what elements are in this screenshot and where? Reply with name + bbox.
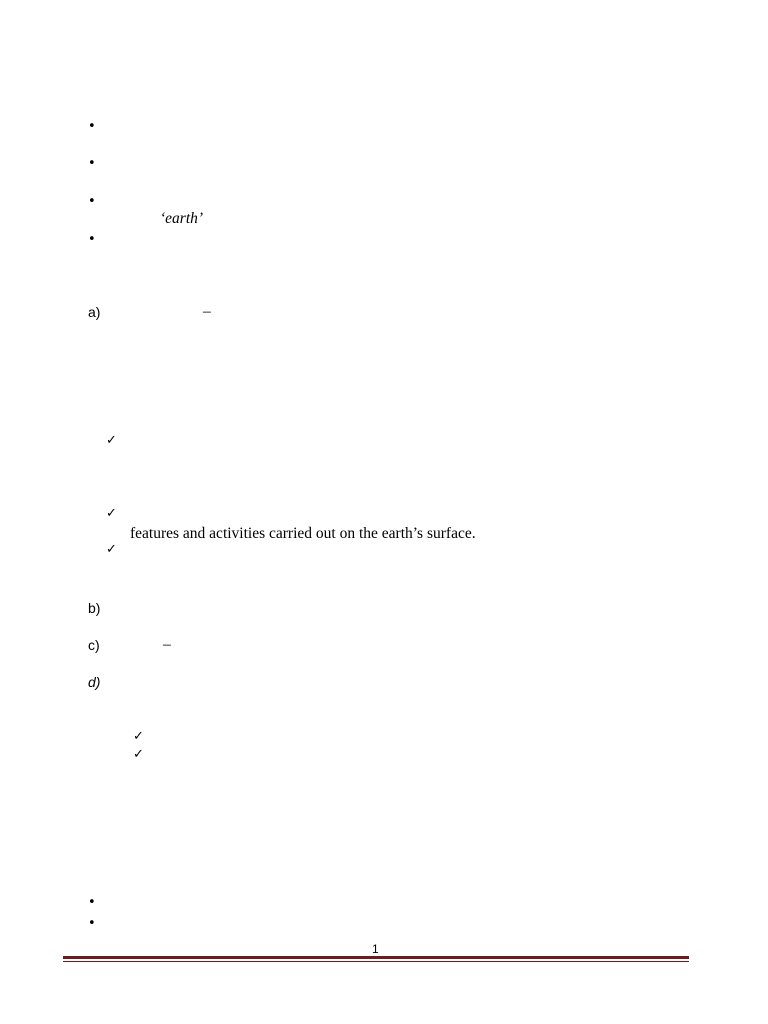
earth-quote-text: ‘earth’ — [160, 210, 204, 227]
item-c-label: c) — [88, 637, 100, 653]
item-b-label: b) — [88, 600, 101, 616]
item-a-label: a) — [88, 304, 101, 320]
item-a-dash: – — [203, 303, 211, 320]
bullet-marker: • — [88, 232, 96, 247]
bullet-marker: • — [88, 156, 96, 171]
checkmark-icon: ✓ — [106, 506, 117, 521]
footer-rule-thin — [63, 961, 689, 962]
footer-rule-thick — [63, 956, 689, 959]
bullet-marker: • — [88, 895, 96, 910]
checkmark-icon: ✓ — [106, 433, 117, 448]
checkmark-icon: ✓ — [133, 747, 144, 762]
features-text-line: features and activities carried out on the earth’s surface. — [130, 525, 476, 542]
item-c-dash: – — [163, 636, 171, 653]
bullet-marker: • — [88, 194, 96, 209]
bullet-marker: • — [88, 119, 96, 134]
bullet-marker: • — [88, 916, 96, 931]
item-d-label: d) — [88, 674, 101, 690]
checkmark-icon: ✓ — [133, 729, 144, 744]
page-number: 1 — [372, 942, 379, 956]
checkmark-icon: ✓ — [106, 542, 117, 557]
